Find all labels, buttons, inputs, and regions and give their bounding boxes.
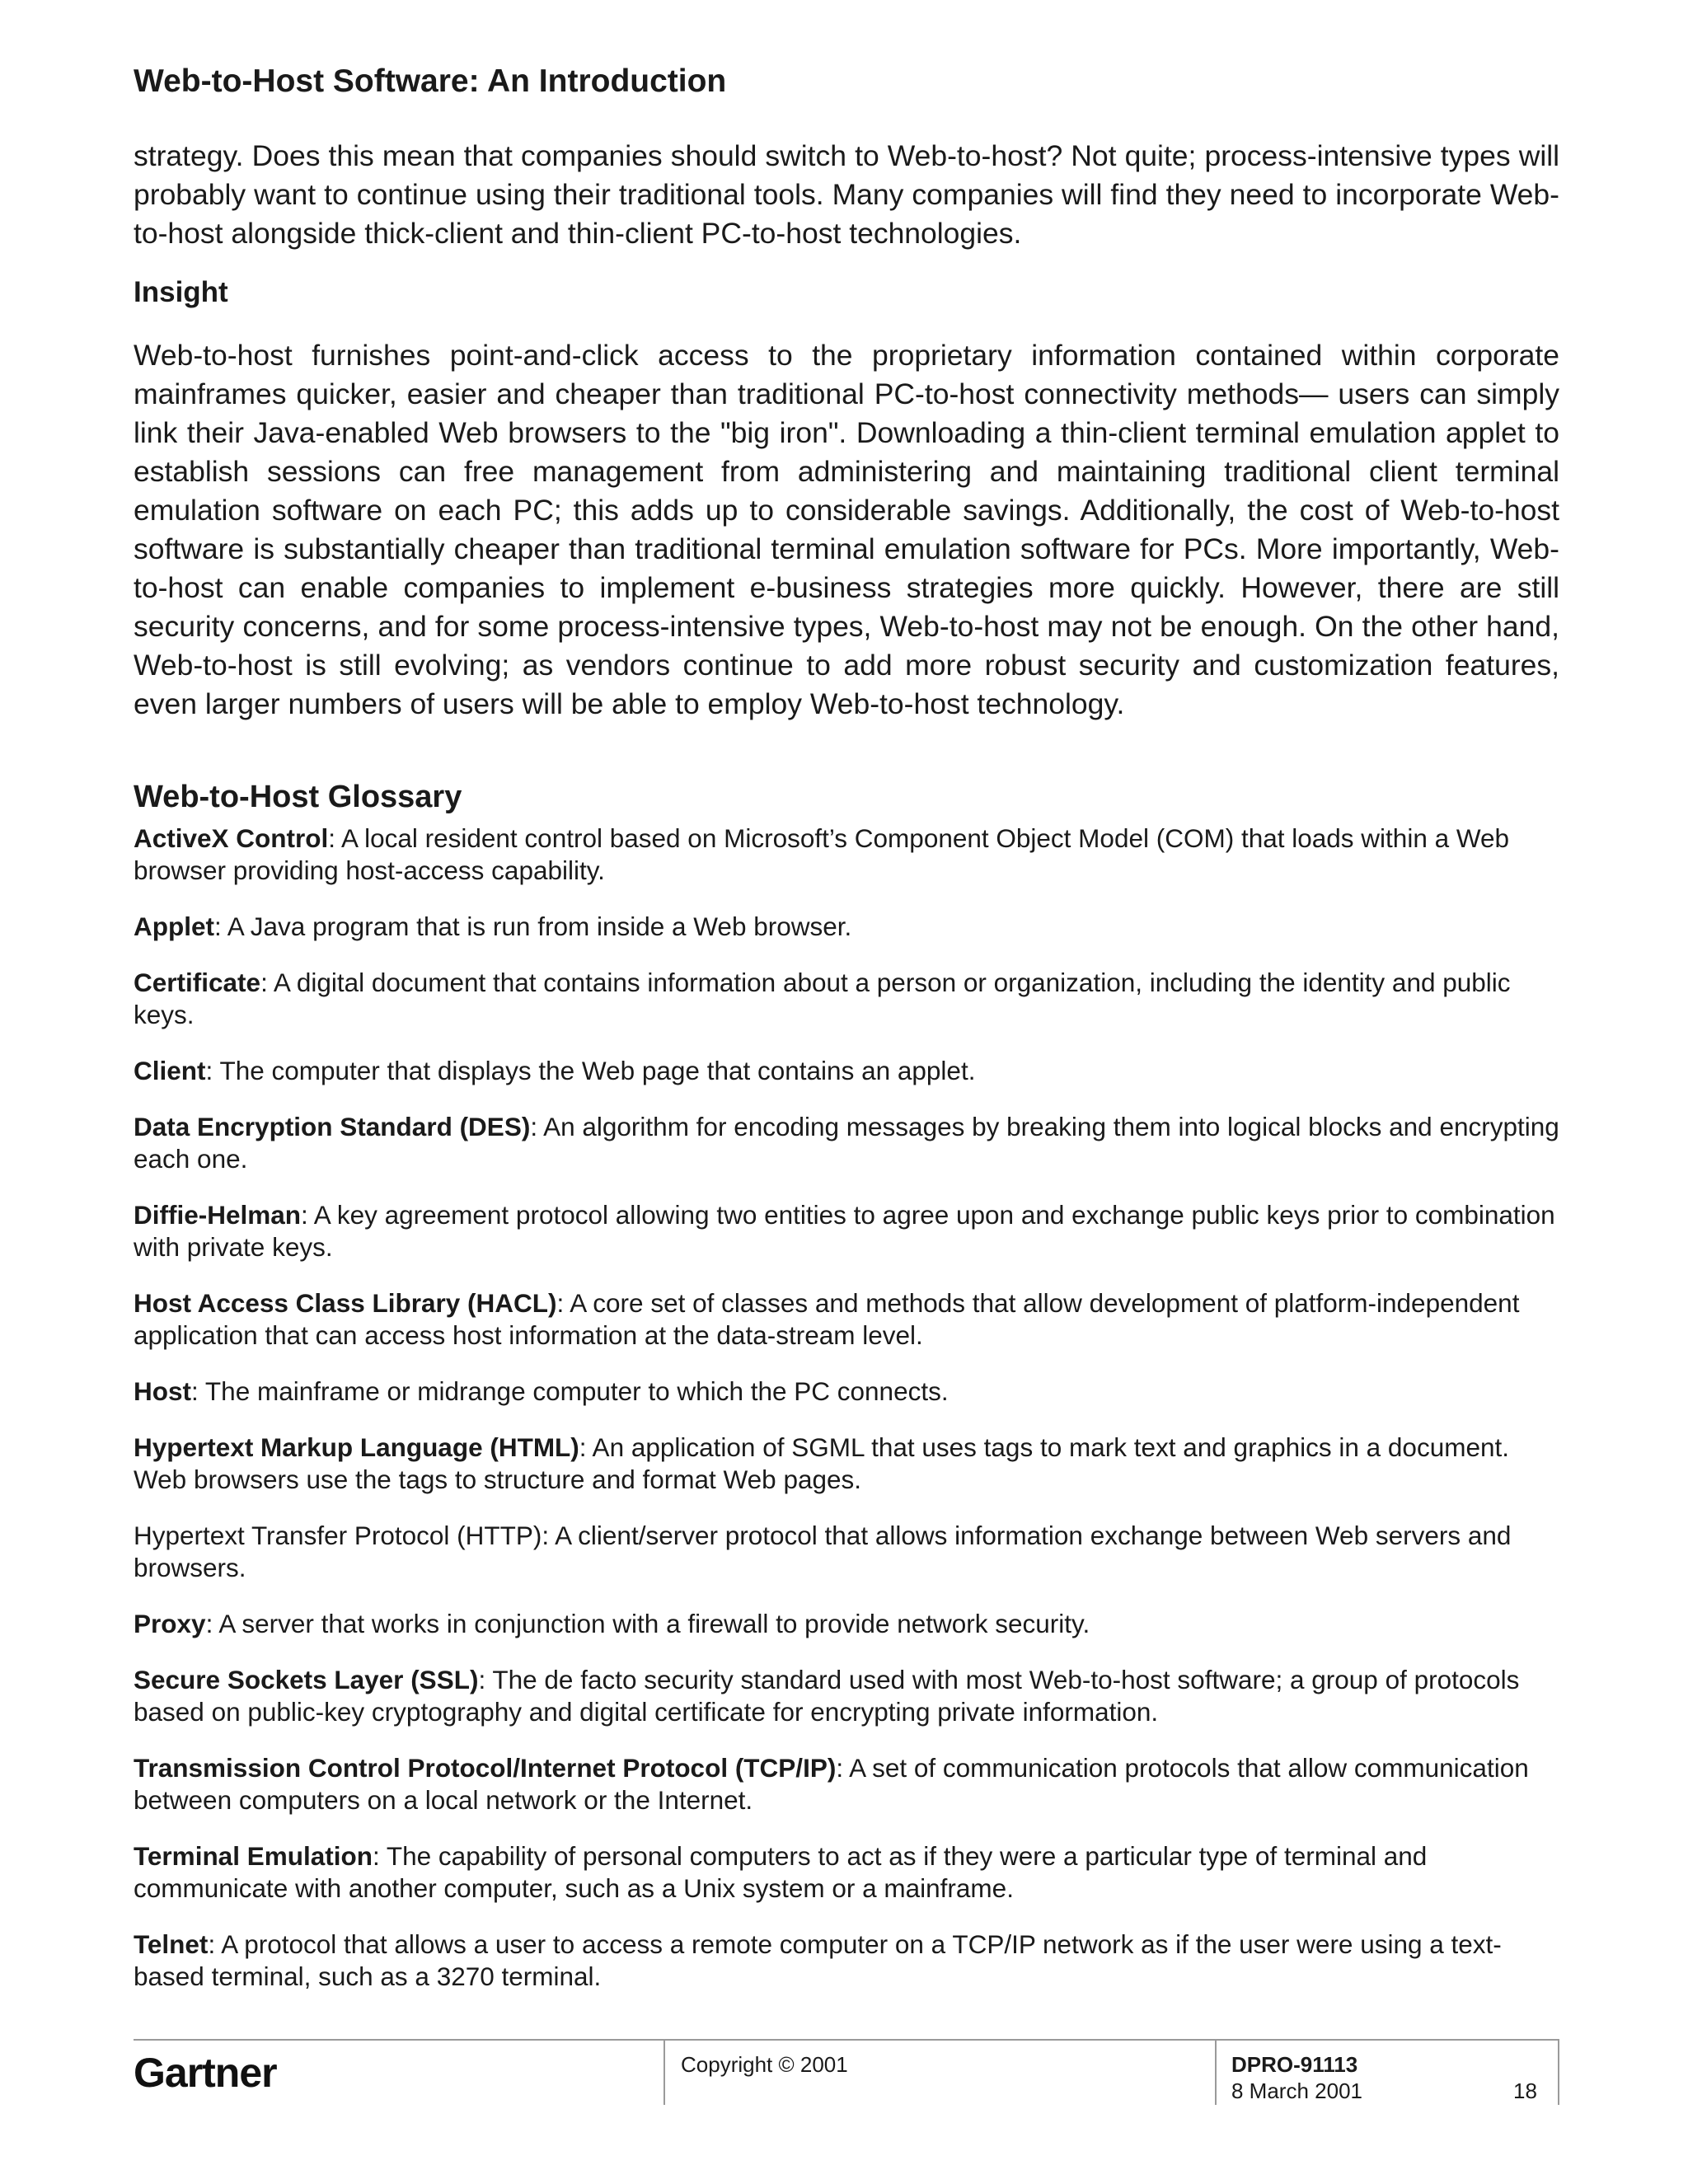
glossary-entry-activex — [134, 823, 1559, 887]
glossary-entry-tcpip — [134, 1752, 1559, 1816]
glossary-term: Proxy — [134, 1609, 206, 1638]
glossary-definition: : An algorithm for encoding messages by breaking them into logical blocks and encrypting each one. — [134, 1112, 1559, 1174]
page-number: 18 — [1513, 2079, 1537, 2103]
glossary-definition: : A digital document that contains information about a person or organization, including the identity and public keys. — [134, 968, 1511, 1029]
glossary-definition: : A client/server protocol that allows information exchange between Web servers and browsers. — [134, 1521, 1512, 1582]
insight-paragraph: Web-to-host furnishes point-and-click access to the proprietary information contained within corporate mainframes quicker, easier and cheaper than traditional PC-to-host connectivity methods— users can simply link their Java-enabled Web browsers to the "big iron". Downloading a thin-client terminal emulation applet to establish sessions can free management from administering and maintaining traditional client terminal emulation software on each PC; this adds up to considerable savings. Additionally, the cost of Web-to-host software is substantially cheaper than traditional terminal emulation software for PCs. More importantly, Web-to-host can enable companies to implement e-business strategies more quickly. However, there are still security concerns, and for some process-intensive types, Web-to-host may not be enough. On the other hand, Web-to-host is still evolving; as vendors continue to add more robust security and customization features, even larger numbers of users will be able to employ Web-to-host technology. — [134, 339, 1559, 720]
glossary-entry-host — [134, 1376, 1559, 1408]
copyright-notice: Copyright © 2001 — [681, 2052, 848, 2077]
document-date: 8 March 2001 — [1231, 2079, 1362, 2103]
glossary-entry-html — [134, 1432, 1559, 1496]
glossary-definition: : A local resident control based on Microsoft’s Component Object Model (COM) that loads within a Web browser providing host-access capability. — [134, 823, 1510, 885]
glossary-definition: : A Java program that is run from inside a Web browser. — [214, 912, 852, 941]
glossary-list — [134, 823, 1559, 2017]
footer-column-divider — [1215, 2039, 1217, 2105]
glossary-entry-proxy — [134, 1608, 1559, 1640]
glossary-term: Transmission Control Protocol/Internet Protocol (TCP/IP) — [134, 1753, 837, 1783]
intro-paragraph: strategy. Does this mean that companies should switch to Web-to-host? Not quite; process-intensive types will probably want to continue using their traditional tools. Many companies will find they need to incorporate Web-to-host alongside thick-client and thin-client PC-to-host technologies. — [134, 139, 1559, 250]
glossary-term: Applet — [134, 912, 214, 941]
insight-heading: Insight — [134, 276, 228, 308]
glossary-definition: : The de facto security standard used with most Web-to-host software; a group of protocols based on public-key cryptography and digital certificate for encrypting private information. — [134, 1665, 1520, 1727]
glossary-heading: Web-to-Host Glossary — [134, 780, 462, 814]
footer-column-divider — [663, 2039, 665, 2105]
gartner-logo: Gartner — [134, 2050, 277, 2096]
glossary-definition: : The mainframe or midrange computer to which the PC connects. — [191, 1376, 949, 1406]
glossary-definition: : A protocol that allows a user to access a remote computer on a TCP/IP network as if the user were using a text-based terminal, such as a 3270 terminal. — [134, 1929, 1502, 1991]
glossary-term: Client — [134, 1056, 206, 1085]
glossary-entry-des — [134, 1111, 1559, 1175]
document-title: Web-to-Host Software: An Introduction — [134, 63, 727, 99]
glossary-term: Terminal Emulation — [134, 1841, 373, 1871]
footer-divider — [134, 2039, 1559, 2041]
glossary-definition: : An application of SGML that uses tags to mark text and graphics in a document. Web browsers use the tags to structure and format Web pages. — [134, 1432, 1509, 1494]
glossary-term: Host — [134, 1376, 191, 1406]
glossary-definition: : The capability of personal computers to act as if they were a particular type of terminal and communicate with another computer, such as a Unix system or a mainframe. — [134, 1841, 1428, 1903]
glossary-definition: : The computer that displays the Web page that contains an applet. — [205, 1056, 976, 1085]
document-id: DPRO-91113 — [1231, 2052, 1358, 2077]
glossary-entry-telnet — [134, 1929, 1559, 1993]
glossary-term: Diffie-Helman — [134, 1200, 302, 1230]
glossary-definition: : A core set of classes and methods that allow development of platform-independent application that can access host information at the data-stream level. — [134, 1288, 1520, 1350]
glossary-definition: : A key agreement protocol allowing two entities to agree upon and exchange public keys prior to combination with private keys. — [134, 1200, 1555, 1262]
glossary-entry-terminal-emulation — [134, 1840, 1559, 1905]
glossary-entry-diffie-helman — [134, 1199, 1559, 1263]
glossary-term: Data Encryption Standard (DES) — [134, 1112, 531, 1141]
glossary-entry-client — [134, 1055, 1559, 1087]
footer-column-divider — [1558, 2039, 1559, 2105]
glossary-term: Secure Sockets Layer (SSL) — [134, 1665, 479, 1694]
glossary-term: Telnet — [134, 1929, 209, 1959]
glossary-entry-applet — [134, 911, 1559, 943]
glossary-entry-certificate — [134, 967, 1559, 1031]
glossary-definition: : A server that works in conjunction with a firewall to provide network security. — [205, 1609, 1090, 1638]
glossary-term: Hypertext Markup Language (HTML) — [134, 1432, 579, 1462]
glossary-term: ActiveX Control — [134, 823, 329, 853]
glossary-term: Hypertext Transfer Protocol (HTTP) — [134, 1521, 542, 1550]
glossary-term: Certificate — [134, 968, 261, 997]
glossary-entry-ssl — [134, 1664, 1559, 1728]
glossary-term: Host Access Class Library (HACL) — [134, 1288, 557, 1318]
glossary-entry-hacl — [134, 1287, 1559, 1352]
glossary-entry-http — [134, 1520, 1559, 1584]
glossary-definition: : A set of communication protocols that allow communication between computers on a local network or the Internet. — [134, 1753, 1529, 1815]
